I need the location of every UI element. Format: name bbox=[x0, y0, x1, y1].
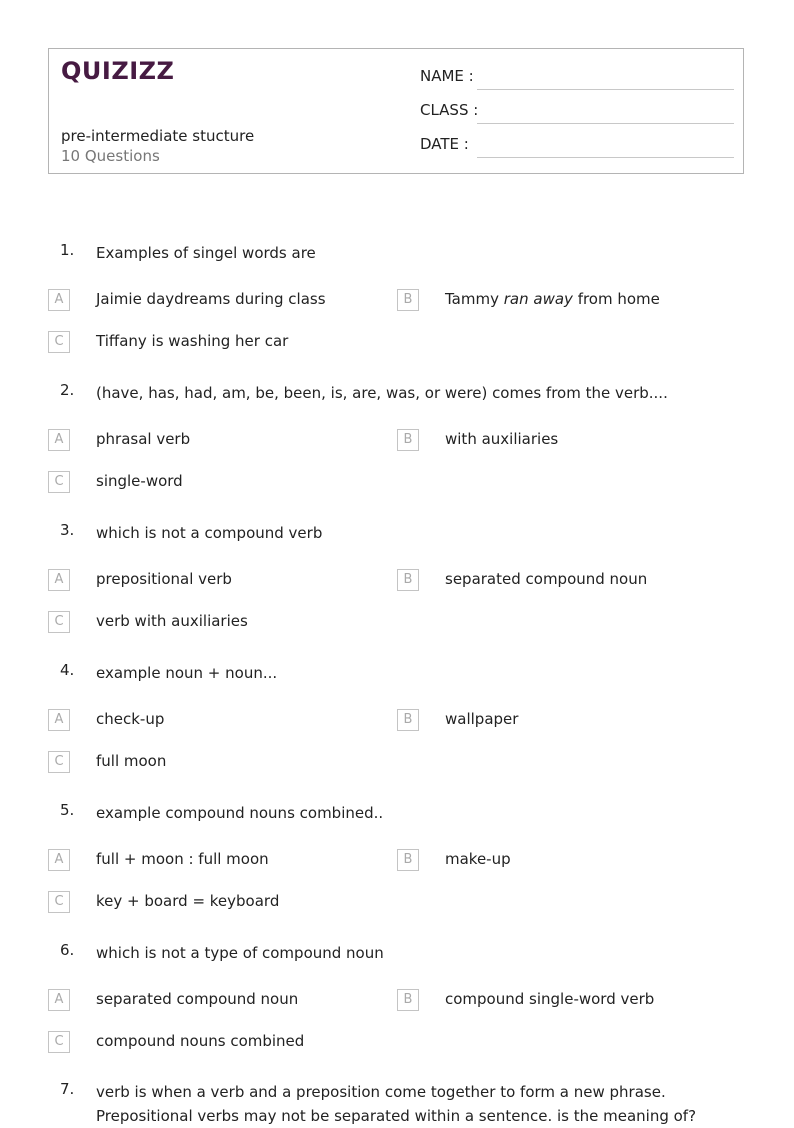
worksheet-header bbox=[48, 48, 744, 174]
option-letter-box[interactable]: C bbox=[48, 471, 70, 493]
quizizz-logo: QUIZIZZ bbox=[61, 57, 175, 85]
question-number: 7. bbox=[60, 1080, 75, 1098]
option-text: Jaimie daydreams during class bbox=[96, 290, 326, 308]
option-letter-box[interactable]: B bbox=[397, 569, 419, 591]
option-letter-box[interactable]: B bbox=[397, 849, 419, 871]
option-text: separated compound noun bbox=[96, 990, 299, 1008]
option-letter-box[interactable]: B bbox=[397, 989, 419, 1011]
class-label: CLASS : bbox=[420, 101, 479, 119]
question-number: 1. bbox=[60, 241, 75, 259]
option-letter-box[interactable]: C bbox=[48, 891, 70, 913]
date-label: DATE : bbox=[420, 135, 469, 153]
worksheet-title: pre-intermediate stucture bbox=[61, 127, 255, 145]
option-letter-box[interactable]: A bbox=[48, 569, 70, 591]
option-letter-box[interactable]: C bbox=[48, 751, 70, 773]
option-text bbox=[445, 290, 660, 308]
question-text: which is not a type of compound noun bbox=[96, 944, 384, 962]
question-number: 4. bbox=[60, 661, 75, 679]
option-letter-box[interactable]: A bbox=[48, 289, 70, 311]
option-text: phrasal verb bbox=[96, 430, 191, 448]
option-text-pre: Tammy bbox=[445, 290, 504, 308]
question-text: (have, has, had, am, be, been, is, are, was, or were) comes from the verb.... bbox=[96, 384, 668, 402]
option-letter-box[interactable]: B bbox=[397, 709, 419, 731]
option-text: compound nouns combined bbox=[96, 1032, 305, 1050]
question-number: 3. bbox=[60, 521, 75, 539]
class-line[interactable] bbox=[477, 123, 734, 124]
question-number: 6. bbox=[60, 941, 75, 959]
date-line[interactable] bbox=[477, 157, 734, 158]
name-field[interactable] bbox=[420, 67, 734, 91]
question-text: which is not a compound verb bbox=[96, 524, 323, 542]
option-letter-box[interactable]: B bbox=[397, 429, 419, 451]
option-letter-box[interactable]: C bbox=[48, 331, 70, 353]
option-text: full + moon : full moon bbox=[96, 850, 269, 868]
option-letter-box[interactable]: A bbox=[48, 429, 70, 451]
option-letter-box[interactable]: B bbox=[397, 289, 419, 311]
option-text: with auxiliaries bbox=[445, 430, 559, 448]
name-label: NAME : bbox=[420, 67, 474, 85]
option-letter-box[interactable]: A bbox=[48, 989, 70, 1011]
option-text: prepositional verb bbox=[96, 570, 232, 588]
option-text: key + board = keyboard bbox=[96, 892, 280, 910]
option-letter-box[interactable]: A bbox=[48, 709, 70, 731]
option-text-emphasis: ran away bbox=[503, 290, 573, 308]
option-text: single-word bbox=[96, 472, 183, 490]
question-count: 10 Questions bbox=[61, 147, 160, 165]
question-text: example noun + noun... bbox=[96, 664, 278, 682]
date-field[interactable] bbox=[420, 135, 734, 159]
option-text: make-up bbox=[445, 850, 511, 868]
option-letter-box[interactable]: A bbox=[48, 849, 70, 871]
question-text: Examples of singel words are bbox=[96, 244, 316, 262]
option-text: compound single-word verb bbox=[445, 990, 655, 1008]
question-number: 2. bbox=[60, 381, 75, 399]
option-text: wallpaper bbox=[445, 710, 519, 728]
option-text: Tiffany is washing her car bbox=[96, 332, 289, 350]
option-text: full moon bbox=[96, 752, 167, 770]
name-line[interactable] bbox=[477, 89, 734, 90]
option-text: verb with auxiliaries bbox=[96, 612, 248, 630]
option-letter-box[interactable]: C bbox=[48, 1031, 70, 1053]
option-text: check-up bbox=[96, 710, 165, 728]
question-text: verb is when a verb and a preposition come together to form a new phrase. Prepositional verbs may not be separated within a sentence. is the meaning of? bbox=[96, 1083, 697, 1125]
question-text: example compound nouns combined.. bbox=[96, 804, 384, 822]
option-text-post: from home bbox=[572, 290, 660, 308]
question-number: 5. bbox=[60, 801, 75, 819]
option-letter-box[interactable]: C bbox=[48, 611, 70, 633]
option-text: separated compound noun bbox=[445, 570, 648, 588]
class-field[interactable] bbox=[420, 101, 734, 125]
